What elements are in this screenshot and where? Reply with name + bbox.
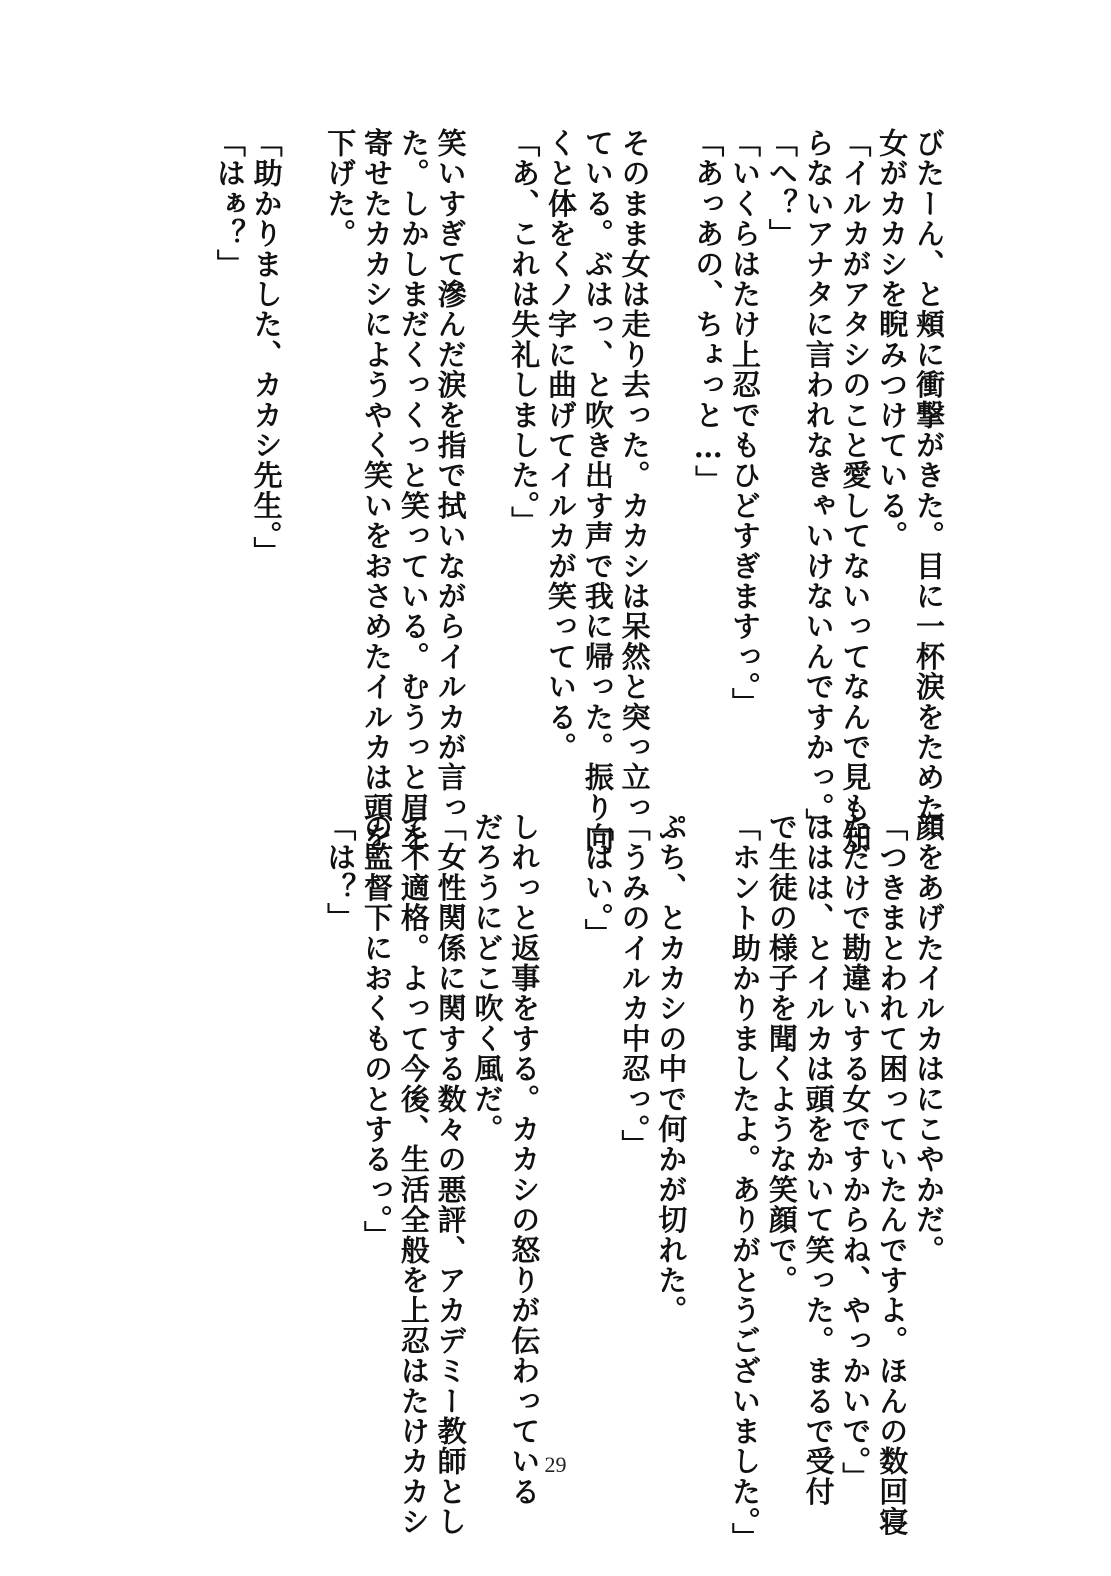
text-line: ぷち、とカカシの中で何かが切れた。 — [654, 812, 689, 1326]
text-line: 寄せたカカシにようやく笑いをおさめたイルカは頭を — [360, 128, 395, 853]
text-line: だろうにどこ吹く風だ。 — [470, 812, 505, 1145]
text-line: 「イルカがアタシのこと愛してないってなんで見も知 — [838, 128, 873, 853]
text-line: 顔をあげたイルカはにこやかだ。 — [912, 812, 946, 1265]
text-line: ははは、とイルカは頭をかいて笑った。まるで受付 — [801, 812, 836, 1507]
text-line: 下げた。 — [323, 128, 358, 249]
text-line: 「はい。」 — [580, 812, 615, 949]
blank-line — [689, 812, 726, 1452]
text-line: ただけで勘違いする女ですからね、やっかいで。」 — [838, 812, 873, 1493]
text-line: の監督下におくものとするっ。」 — [360, 812, 395, 1251]
text-line: 「いくらはたけ上忍でもひどすぎますっ。」 — [728, 128, 763, 718]
text-line: 「あっあの、ちょっと…」 — [691, 128, 726, 496]
text-line: くと体をくノ字に曲げてイルカが笑っている。 — [544, 128, 579, 763]
text-line: た。しかしまだくっくっと笑っている。むうっと眉を — [396, 128, 431, 853]
text-line: 「うみのイルカ中忍っ。」 — [617, 812, 652, 1160]
text-line: 女がカカシを睨みつけている。 — [875, 128, 910, 551]
text-line: 「女性関係に関する数々の悪評、アカデミー教師とし — [433, 812, 468, 1537]
blank-line — [285, 128, 322, 768]
text-line: 「ホント助かりましたよ。ありがとうございました。」 — [728, 812, 763, 1553]
text-line: 「は？」 — [323, 812, 358, 933]
blank-line — [469, 128, 506, 768]
text-line: 「はぁ？」 — [212, 128, 247, 279]
blank-line — [653, 128, 690, 768]
text-line: 「助かりました、カカシ先生。」 — [249, 128, 284, 567]
text-line: らないアナタに言われなきゃいけないんですかっ。」 — [801, 128, 836, 839]
blank-line — [542, 812, 579, 1452]
text-line: て不適格。よって今後、生活全般を上忍はたけカカシ — [396, 812, 431, 1537]
text-line: しれっと返事をする。カカシの怒りが伝わっている — [507, 812, 542, 1507]
text-line: そのまま女は走り去った。カカシは呆然と突っ立っ — [617, 128, 652, 823]
page-number: 29 — [544, 1452, 567, 1477]
text-line: 笑いすぎて滲んだ涙を指で拭いながらイルカが言っ — [433, 128, 468, 823]
text-line: びたーん、と頬に衝撃がきた。目に一杯涙をためた — [912, 128, 946, 823]
text-line: 「つきまとわれて困っていたんですよ。ほんの数回寝 — [875, 812, 910, 1537]
text-line: 「へ？」 — [764, 128, 799, 249]
text-line: ている。ぶはっ、と吹き出す声で我に帰った。振り向 — [580, 128, 615, 853]
text-block-top — [202, 128, 947, 853]
text-line: 「あ、これは失礼しました。」 — [507, 128, 542, 537]
text-line: で生徒の様子を聞くような笑顔で。 — [764, 812, 799, 1296]
